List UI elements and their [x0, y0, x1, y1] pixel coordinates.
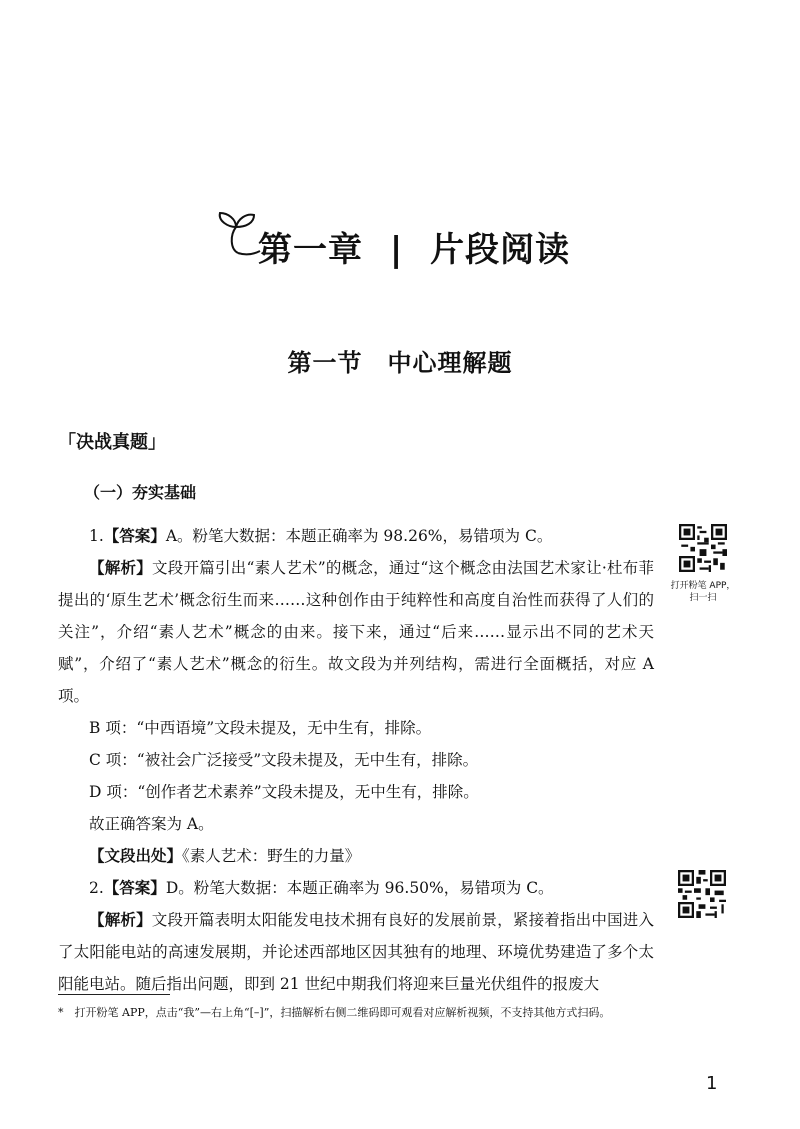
chapter-title — [258, 222, 570, 271]
footnote-divider — [58, 994, 170, 995]
page-number: 1 — [706, 1073, 718, 1094]
q2-analysis: 【解析】文段开篇表明太阳能发电技术拥有良好的发展前景，紧接着指出中国进入了太阳能电站的高速发展期，并论述西部地区因其独有的地理、环境优势建造了多个太阳能电站。随后指出问题，即到 21 世纪中期我们将迎来巨量光伏组件的报废大 — [58, 911, 654, 993]
qr-code-1-caption: 打开粉笔 APP， 扫一扫 — [670, 581, 736, 603]
q1-option-d: D 项：“创作者艺术素养”文段未提及，无中生有，排除。 — [89, 783, 479, 801]
q1-conclusion: 故正确答案为 A。 — [89, 815, 214, 833]
q1-analysis: 【解析】文段开篇引出“素人艺术”的概念，通过“这个概念由法国艺术家让·杜布菲提出的‘原生艺术’概念衍生而来……这种创作由于纯粹性和高度自治性而获得了人们的关注”，介绍“素人艺术”概念的由来。接下来，通过“后来……显示出不同的艺术天赋”，介绍了“素人艺术”概念的衍生。故文段为并列结构，需进行全面概括，对应 A 项。 — [58, 559, 654, 705]
block-title: 「决战真题」 — [58, 432, 166, 453]
q1-option-b: B 项：“中西语境”文段未提及，无中生有，排除。 — [89, 719, 432, 737]
chapter-number: 第一章 — [258, 230, 363, 270]
q1-source: 【文段出处】《素人艺术：野生的力量》 — [89, 847, 361, 865]
q1-option-c: C 项：“被社会广泛接受”文段未提及，无中生有，排除。 — [89, 751, 479, 769]
qr-code-2[interactable] — [678, 870, 726, 918]
q2-answer: 2.【答案】D。粉笔大数据：本题正确率为 96.50%，易错项为 C。 — [89, 879, 554, 897]
chapter-name: 片段阅读 — [430, 230, 571, 270]
subsection-title: （一）夯实基础 — [84, 483, 197, 502]
sprout-icon — [208, 205, 264, 261]
section-title: 第一节 中心理解题 — [287, 349, 513, 377]
question-body — [58, 520, 654, 1000]
footnote: * 打开粉笔 APP，点击“我”—右上角“[–]”，扫描解析右侧二维码即可观看对应解析视频，不支持其他方式扫码。 — [58, 1006, 611, 1019]
q1-answer: 1.【答案】A。粉笔大数据：本题正确率为 98.26%，易错项为 C。 — [89, 527, 553, 545]
chapter-separator: | — [389, 230, 404, 270]
qr-code-1[interactable] — [679, 524, 727, 572]
